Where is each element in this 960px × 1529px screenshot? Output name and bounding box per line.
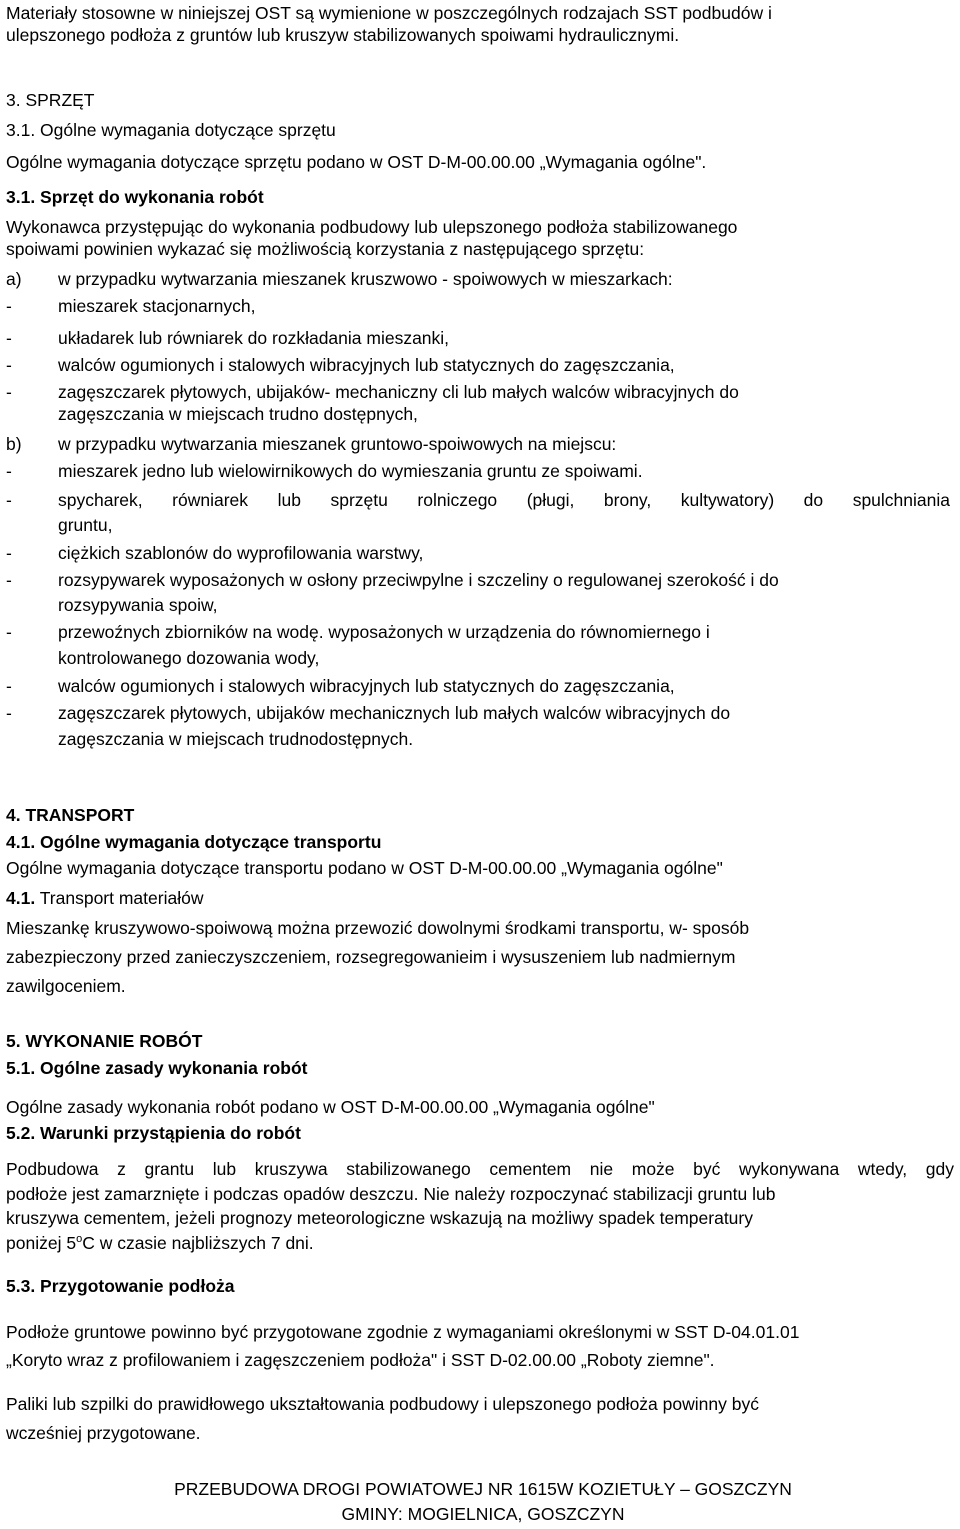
dash: - [6,543,12,563]
list-item: zagęszczarek płytowych, ubijaków- mechaniczny cli lub małych walców wibracyjnych do [58,382,739,402]
paragraph-line: wcześniej przygotowane. [6,1423,201,1443]
list-item: przewoźnych zbiorników na wodę. wyposażonych w urządzenia do równomiernego i [58,622,710,642]
paragraph-line: Wykonawca przystępując do wykonania podbudowy lub ulepszonego podłoża stabilizowanego [6,217,738,237]
text-fragment: poniżej 5 [6,1233,77,1253]
section-3-1-text: Ogólne wymagania dotyczące sprzętu podano w OST D-M-00.00.00 „Wymagania ogólne". [6,152,707,172]
list-item: mieszarek jedno lub wielowirnikowych do wymieszania gruntu ze spoiwami. [58,461,643,481]
dash: - [6,570,12,590]
paragraph-line: zawilgoceniem. [6,976,126,996]
list-item [58,490,950,511]
paragraph-line: podłoże jest zamarznięte i podczas opadów deszczu. Nie należy rozpoczynać stabilizacji gruntu lub [6,1184,776,1204]
section-4-1-heading: 4.1. Ogólne wymagania dotyczące transportu [6,832,382,852]
dash: - [6,328,12,348]
paragraph-line: Podłoże gruntowe powinno być przygotowane zgodnie z wymaganiami określonymi w SST D-04.01.01 [6,1322,800,1342]
list-item: mieszarek stacjonarnych, [58,296,256,316]
section-5-3-heading: 5.3. Przygotowanie podłoża [6,1276,235,1296]
section-4-1-text: Ogólne wymagania dotyczące transportu podano w OST D-M-00.00.00 „Wymagania ogólne" [6,858,723,878]
paragraph-line: Mieszankę kruszywowo-spoiwową można przewozić dowolnymi środkami transportu, w- sposób [6,918,750,938]
list-item-continued: kontrolowanego dozowania wody, [58,648,320,668]
list-item-continued: rozsypywania spoiw, [58,595,218,615]
list-marker-b: b) [6,434,22,454]
list-item-continued: zagęszczania w miejscach trudno dostępnych, [58,404,418,424]
list-item: walców ogumionych i stalowych wibracyjnych lub statycznych do zagęszczania, [58,676,675,696]
degree-superscript: o [76,1233,83,1245]
dash: - [6,676,12,696]
section-3-1-heading: 3.1. Ogólne wymagania dotyczące sprzętu [6,120,336,140]
section-3-1-equipment-heading: 3.1. Sprzęt do wykonania robót [6,187,264,207]
paragraph-line-justified: Podbudowa z grantu lub kruszywa stabilizowanego cementem nie może być wykonywana wtedy, gdy [6,1159,954,1179]
dash: - [6,296,12,316]
paragraph-line: Paliki lub szpilki do prawidłowego ukształtowania podbudowy i ulepszonego podłoża powinny być [6,1394,759,1414]
dash: - [6,490,12,510]
paragraph-line [6,1159,954,1180]
list-item: walców ogumionych i stalowych wibracyjnych lub statycznych do zagęszczania, [58,355,675,375]
dash: - [6,703,12,723]
list-item: ciężkich szablonów do wyprofilowania warstwy, [58,543,424,563]
list-marker-a: a) [6,269,22,289]
paragraph-line: spoiwami powinien wykazać się możliwością korzystania z następującego sprzętu: [6,239,645,259]
list-item: rozsypywarek wyposażonych w osłony przeciwpylne i szczeliny o regulowanej szerokość i do [58,570,779,590]
paragraph-line: „Koryto wraz z profilowaniem i zagęszczeniem podłoża" i SST D-02.00.00 „Roboty ziemne". [6,1350,715,1370]
list-b-text: w przypadku wytwarzania mieszanek gruntowo-spoiwowych na miejscu: [58,434,617,454]
intro-line-2: ulepszonego podłoża z gruntów lub kruszyw stabilizowanych spoiwami hydraulicznymi. [6,25,680,45]
section-4-1-transport-heading [6,888,203,909]
dash: - [6,382,12,402]
dash: - [6,355,12,375]
text-fragment: C w czasie najbliższych 7 dni. [82,1233,314,1253]
section-5-heading: 5. WYKONANIE ROBÓT [6,1031,203,1051]
intro-line-1: Materiały stosowne w niniejszej OST są wymienione w poszczególnych rodzajach SST podbudów i [6,3,772,23]
dash: - [6,622,12,642]
list-item: układarek lub równiarek do rozkładania mieszanki, [58,328,450,348]
list-item-continued: zagęszczania w miejscach trudnodostępnych. [58,729,414,749]
section-3-heading: 3. SPRZĘT [6,90,95,110]
section-4-heading: 4. TRANSPORT [6,805,135,825]
section-5-1-text: Ogólne zasady wykonania robót podano w OST D-M-00.00.00 „Wymagania ogólne" [6,1097,655,1117]
list-item: zagęszczarek płytowych, ubijaków mechanicznych lub małych walców wibracyjnych do [58,703,731,723]
list-a-text: w przypadku wytwarzania mieszanek kruszwowo - spoiwowych w mieszarkach: [58,269,673,289]
list-item-justified: spycharek, równiarek lub sprzętu rolniczego (pługi, brony, kultywatory) do spulchniania [58,490,950,510]
footer-line-1: PRZEBUDOWA DROGI POWIATOWEJ NR 1615W KOZIETUŁY – GOSZCZYN [174,1479,792,1499]
paragraph-line: kruszywa cementem, jeżeli prognozy meteorologiczne wskazują na możliwy spadek temperatury [6,1208,753,1228]
section-5-2-heading: 5.2. Warunki przystąpienia do robót [6,1123,301,1143]
section-title: Transport materiałów [35,888,204,908]
list-item-continued: gruntu, [58,515,113,535]
section-number: 4.1. [6,888,36,908]
section-5-1-heading: 5.1. Ogólne zasady wykonania robót [6,1058,308,1078]
dash: - [6,461,12,481]
footer-line-2: GMINY: MOGIELNICA, GOSZCZYN [341,1504,625,1524]
paragraph-line: zabezpieczony przed zanieczyszczeniem, rozsegregowanieim i wysuszeniem lub nadmiernym [6,947,736,967]
paragraph-line-temperature [6,1233,314,1254]
